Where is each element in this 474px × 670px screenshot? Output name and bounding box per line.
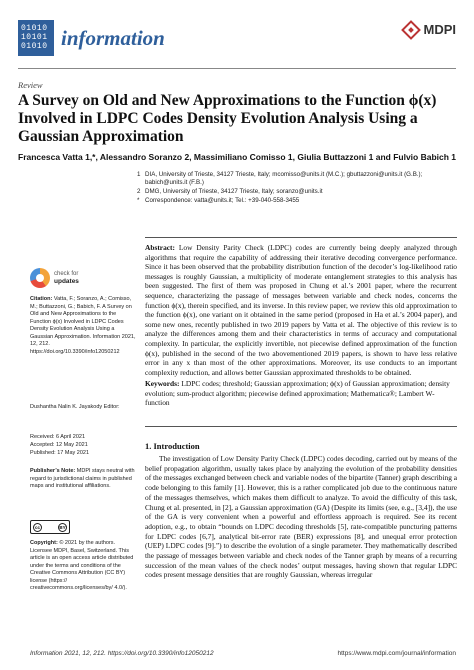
logo-bits-row: 01010 xyxy=(21,24,48,33)
publisher-note xyxy=(30,468,136,491)
publisher-note-label: Publisher’s Note: xyxy=(30,468,76,474)
check-updates-icon xyxy=(30,268,50,288)
affiliation xyxy=(137,171,445,187)
page-footer xyxy=(30,650,456,657)
journal-logo-icon xyxy=(18,20,54,56)
affiliation-text: DIA, University of Trieste, 34127 Trieste, Italy; mcomisso@units.it (M.C.); gbuttazzoni@units.it (G.B.); babich@units.it (F.B.) xyxy=(145,171,423,187)
accepted-date: Accepted: 12 May 2021 xyxy=(30,442,88,448)
copyright xyxy=(30,540,136,593)
by-icon: BY xyxy=(59,524,66,530)
publisher-note-text: MDPI stays neutral with regard to jurisdictional claims in published maps and institutional affiliations. xyxy=(30,468,135,489)
cc-icon: cc xyxy=(34,524,40,530)
check-updates-label xyxy=(54,271,79,286)
article-title: A Survey on Old and New Approximations to the Function ϕ(x) Involved in LDPC Codes Density Evolution Analysis Using a Gaussian Approximation xyxy=(18,92,437,145)
published-date: Published: 17 May 2021 xyxy=(30,450,90,456)
footer-journal-link[interactable]: https://www.mdpi.com/journal/information xyxy=(337,650,456,657)
citation xyxy=(30,296,136,356)
citation-text: Vatta, F.; Soranzo, A.; Comisso, M.; Buttazzoni, G.; Babich, F. A Survey on Old and New Approximations to the Function ϕ(x) Involved in LDPC Codes Density Evolution Analysis Using a Gaussian Approximation. Information 2021, 12, 212. https://doi.org/10.3390/info12050212 xyxy=(30,296,136,355)
article-type: Review xyxy=(18,80,43,90)
keywords-text: LDPC codes; threshold; Gaussian approximation; ϕ(x) of Gaussian approximation; density evolution; sum-product algorithm; piecewise defined approximation; Mathematica®; Lambert W-function xyxy=(145,379,450,408)
publisher-name: MDPI xyxy=(423,22,456,37)
affiliation xyxy=(137,188,445,196)
affiliation-number: * xyxy=(137,197,140,204)
affiliation-number: 2 xyxy=(137,188,141,195)
check-updates-bottom: updates xyxy=(54,277,79,285)
authors: Francesca Vatta 1,*, Alessandro Soranzo 2, Massimiliano Comisso 1, Giulia Buttazzoni 1 and Fulvio Babich 1 xyxy=(18,152,457,162)
keywords-bottom-rule xyxy=(145,426,457,427)
abstract xyxy=(145,243,457,377)
affiliation-text: Correspondence: vatta@units.it; Tel.: +39-040-558-3455 xyxy=(145,197,300,204)
journal-name: information xyxy=(61,25,165,50)
publisher-logo[interactable] xyxy=(404,22,457,37)
affiliation-text: DMG, University of Trieste, 34127 Trieste, Italy; soranzo@units.it xyxy=(145,188,323,195)
check-for-updates-button[interactable] xyxy=(30,268,79,288)
mdpi-icon xyxy=(401,20,421,40)
copyright-text: © 2021 by the authors. Licensee MDPI, Basel, Switzerland. This article is an open access article distributed under the terms and conditions of the Creative Commons Attribution (CC BY) license (https:// creativecommons.org/licenses/by/ 4.0/). xyxy=(30,540,134,591)
abstract-label: Abstract: xyxy=(145,243,175,252)
abstract-text: Low Density Parity Check (LDPC) codes are currently being deeply analyzed through algorithms that require the capability of addressing their iterative decoding convergence performance. Since it has been observed that the probability distribution function of the decoder’s log-likelihood ratio messages is roughly Gaussian, a multiplicity of moderate entanglement strategies to this analysis has been suggested. The first of them was proposed in Chung et al.’s 2001 paper, where the recurrent sequence, characterizing the passage of messages between variable and check nodes, concerns the function ϕ(x), therein specified, and its inverse. In this review paper, we review this old approximation to the function ϕ(x), one variant on it obtained in the same period (proposed in Ha et al.’s 2004 paper), and some new ones, recently published in two 2019 papers by Vatta et al. The objective of this review is to analyze the differences among them and their characteristics in terms of accuracy and computational complexity. In particular, the explicitly invertible, not piecewise defined approximation of the function ϕ(x), published in the second of the two abovementioned 2019 papers, is shown to have less relative error in any x than most of the other approximations. Moreover, its use conducts to an important complexity reduction, and allows better Gaussian approximated thresholds to be obtained. xyxy=(145,243,457,377)
copyright-label: Copyright: xyxy=(30,540,58,546)
citation-label: Citation: xyxy=(30,296,53,302)
keywords xyxy=(145,379,457,408)
editor: Dushantha Nalin K. Jayakody Editor: xyxy=(30,404,120,410)
affiliation-number: 1 xyxy=(137,171,141,178)
check-updates-top: check for xyxy=(54,270,79,277)
received-date: Received: 6 April 2021 xyxy=(30,434,86,440)
header-divider xyxy=(18,68,456,69)
logo-bits-row: 10101 xyxy=(21,33,48,42)
keywords-label: Keywords: xyxy=(145,379,180,388)
abstract-top-rule xyxy=(145,237,457,238)
journal-logo[interactable] xyxy=(18,20,165,56)
correspondence xyxy=(137,197,445,205)
footer-citation[interactable]: Information 2021, 12, 212. https://doi.org/10.3390/info12050212 xyxy=(30,650,214,657)
cc-by-license-badge[interactable] xyxy=(30,520,70,534)
section-heading-introduction: 1. Introduction xyxy=(145,441,200,451)
introduction-text: The investigation of Low Density Parity Check (LDPC) codes decoding, carried out by means of the belief propagation algorithm, usually takes place by analyzing the evolution of the probability densities of the messages exchanged between check and variable nodes of the bipartite (Tanner) graph describing a code belonging to this family [1]. However, this is a rather complicated job due to the continuous nature of the messages themselves, which makes them difficult to analyze. To avoid the difficulty of this task, Chung et al. presented, in [2], a Gaussian approximation (GA) (Despite its limits (see, e.g., [3,4]), the use of the GA is very convenient when a powerful and effortless approach is required. See its recent adoption, e.g., to obtain “bounds on LDPC decoding thresholds [5], rate-compatible puncturing patterns for LDPC codes [6,7], analytical bit-error rate (BER) expressions [8], and unequal error protection (UEP) LDPC codes [9].”) to describe the evolution of a single parameter. They mathematically described the passage of messages between variable and check nodes of the Tanner graph by means of a recurring succession of the mean values of the check nodes’ output messages, having shown that regular LDPC codes present message densities that are roughly Gaussian, whereas irregular xyxy=(145,454,458,580)
logo-bits-row: 01010 xyxy=(21,42,48,51)
